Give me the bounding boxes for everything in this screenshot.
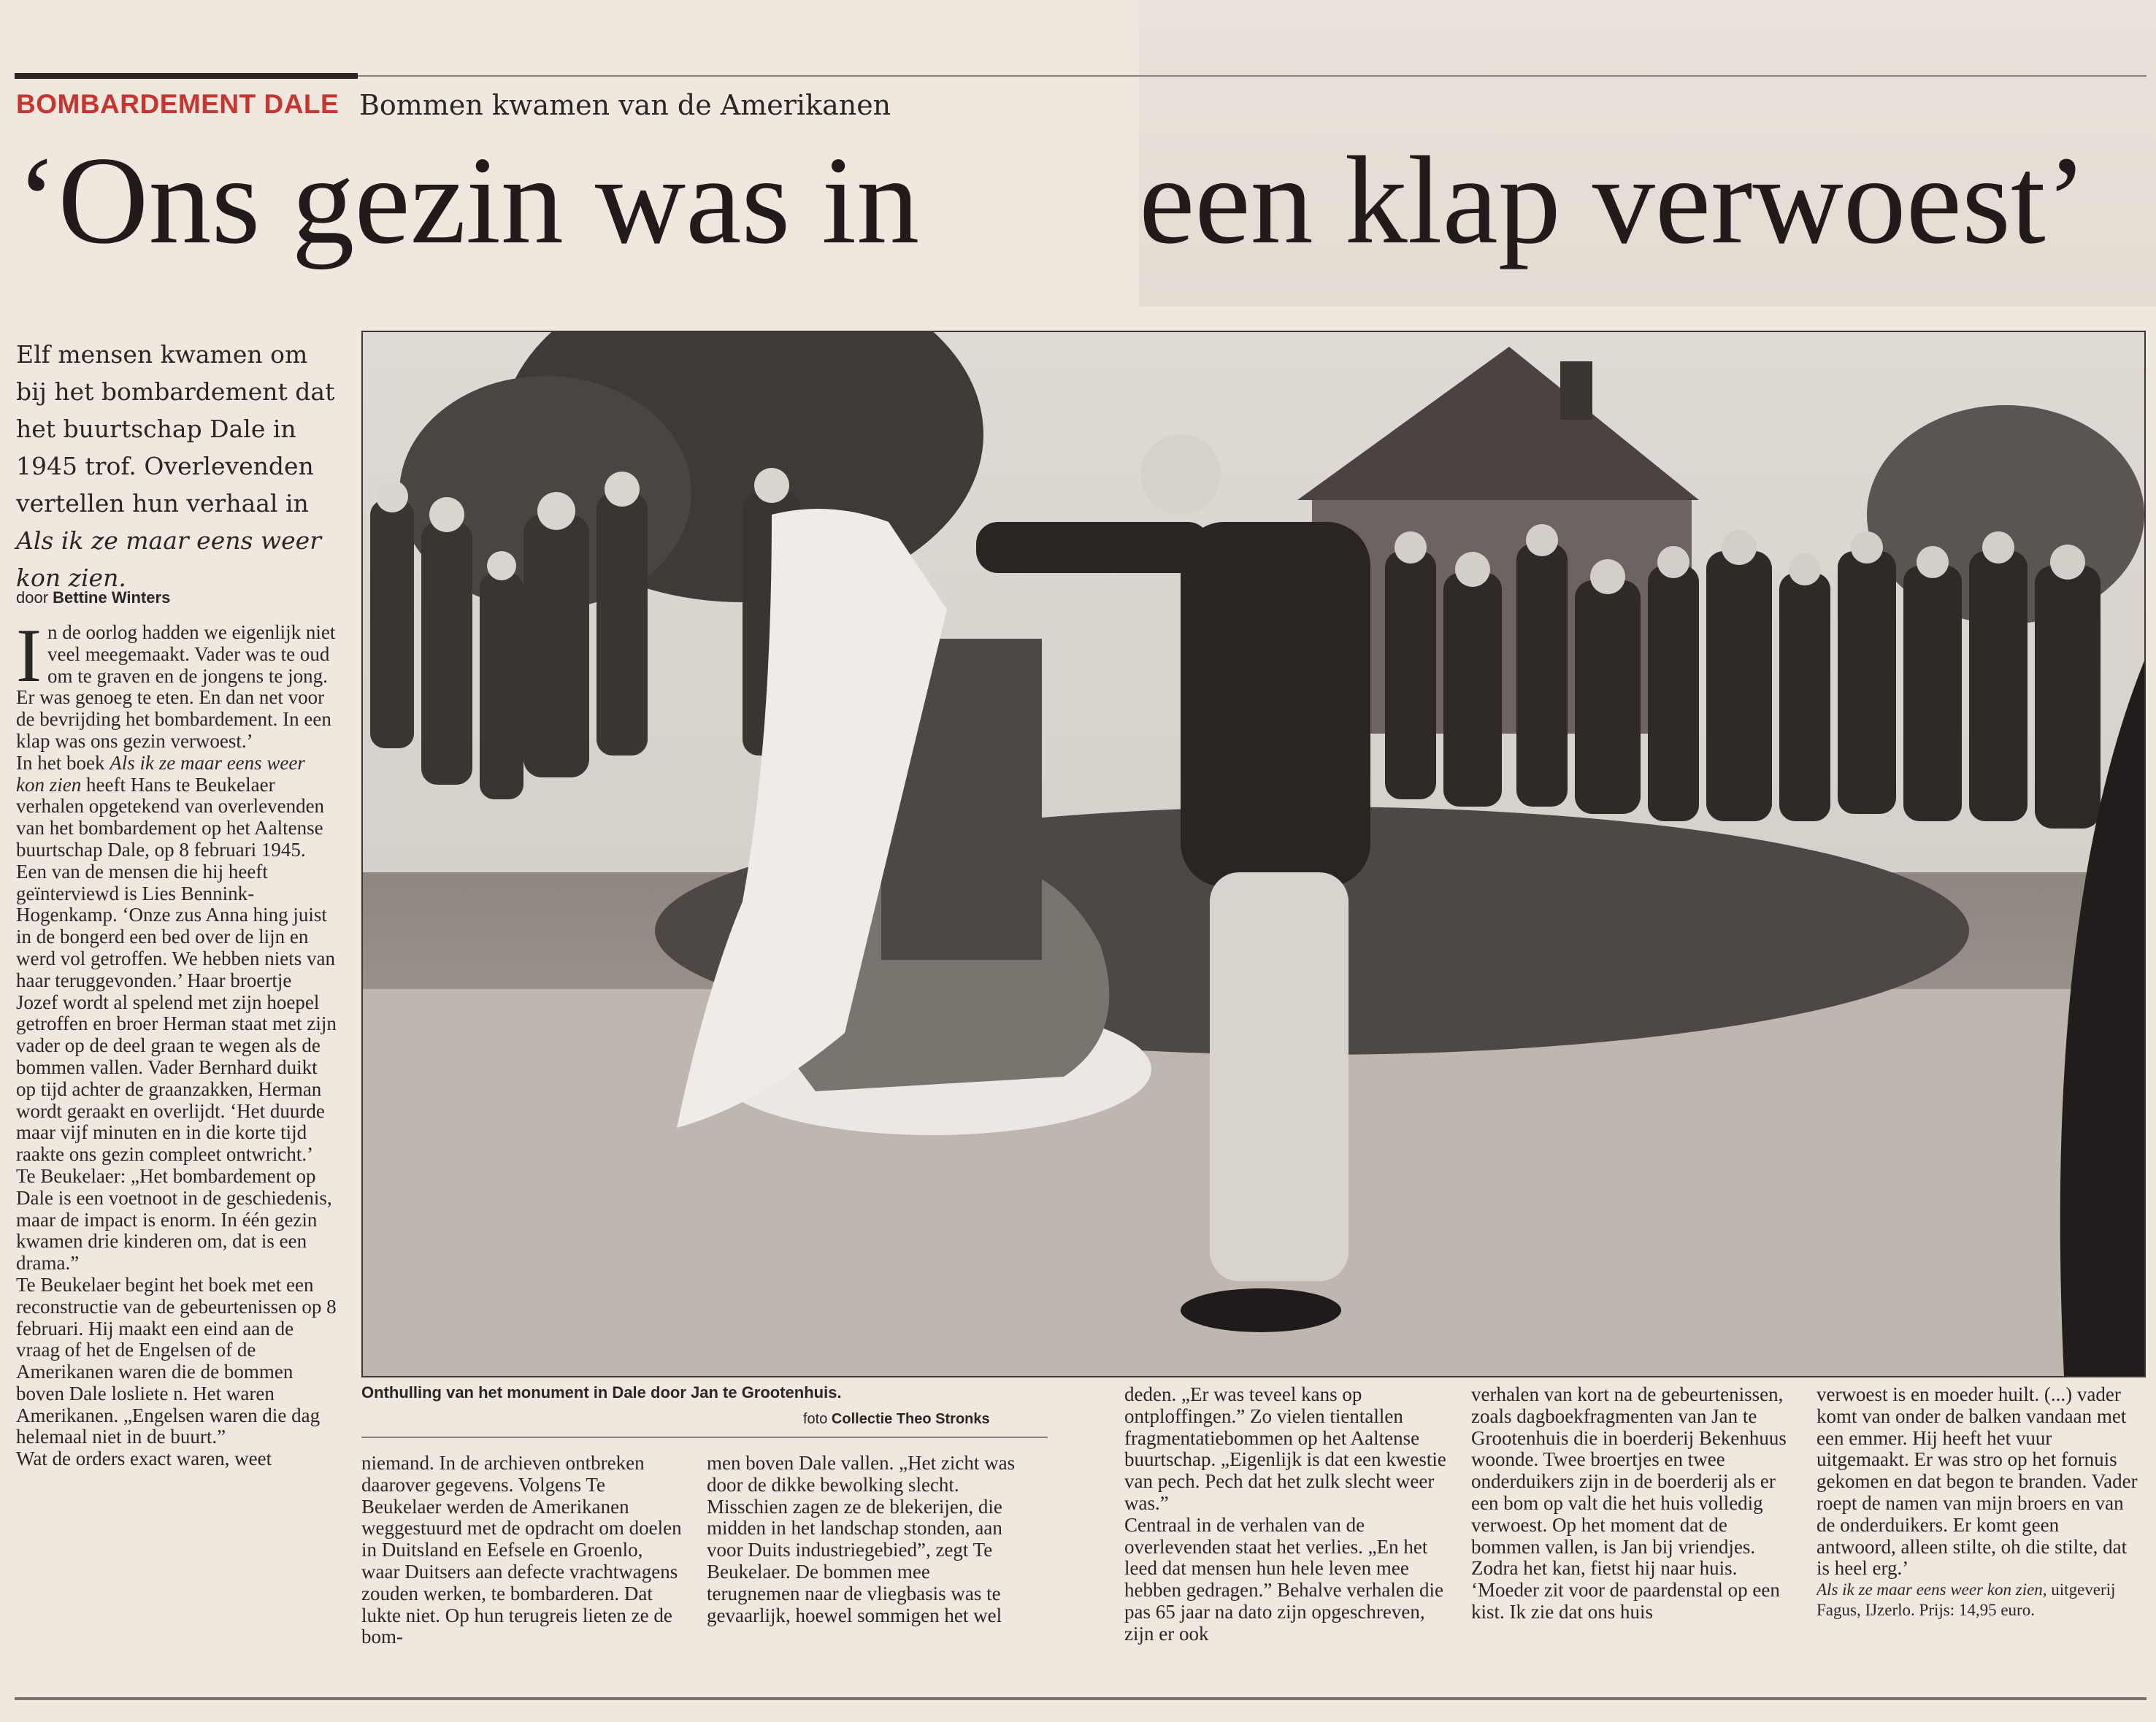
monument-photo xyxy=(361,331,2146,1377)
column-6-paragraph: verwoest is en moeder huilt. (...) vader komt van onder de balken vandaan met een emmer. Hij heeft het vuur uitgemaakt. Er was stro op het fornuis gekomen en dat begon te branden. Vader roept de namen van mijn broers en van de onderduikers. Er komt geen antwoord, alleen stilte, oh die stilte, dat is heel erg.’ xyxy=(1817,1384,2138,1580)
article-column-2: niemand. In de archieven ontbreken daarover gegevens. Volgens Te Beukelaer werden de Amerikanen weggestuurd met de opdracht om doelen in Duitsland en Eefsele en Groenlo, waar Duitsers aan defecte vrachtwagens zouden werken, te bombarderen. Dat lukte niet. Op hun terugreis lieten ze de bom- xyxy=(361,1453,682,1648)
column-1-paragraph-6: Wat de orders exact waren, weet xyxy=(16,1448,272,1470)
intro-book-title: Als ik ze maar eens weer kon zien. xyxy=(16,526,321,592)
caption-rule xyxy=(361,1437,1048,1438)
credit-name: Collectie Theo Stronks xyxy=(831,1411,990,1427)
top-rule xyxy=(15,73,358,79)
headline-part-1: ‘Ons gezin was in xyxy=(16,131,920,270)
headline-part-2: een klap verwoest’ xyxy=(1139,131,2087,270)
intro-text: Elf mensen kwamen om bij het bombardement dat het buurtschap Dale in 1945 trof. Overlevenden vertellen hun verhaal in xyxy=(16,340,335,518)
column-1-book-title: Als ik ze maar eens weer kon zien xyxy=(16,751,305,796)
column-1-p2-end: heeft Hans te Beukelaer verhalen opgetekend van overlevenden van het bombardement op het Aaltense buurtschap Dale, op 8 februari 1945. xyxy=(16,773,325,861)
column-1-opening xyxy=(16,622,337,753)
column-1-paragraph-3: Een van de mensen die hij heeft geïnterviewd is Lies Bennink-Hogenkamp. ‘Onze zus Anna hing juist in de bongerd een bed over de lijn en werd vol getroffen. We hebben niets van haar teruggevonden.’ Haar broertje Jozef wordt al spelend met zijn hoepel getroffen en broer Herman staat met zijn vader op de deel graan te wegen als de bommen vallen. Vader Bernhard duikt op tijd achter de graanzakken, Herman wordt geraakt en overlijdt. ‘Het duurde maar vijf minuten en in die korte tijd raakte ons gezin compleet ontwricht.’ xyxy=(16,860,337,1166)
byline xyxy=(16,588,170,607)
credit-prefix: foto xyxy=(803,1411,828,1427)
section-kicker: BOMBARDEMENT DALE xyxy=(16,89,339,119)
article-column-6 xyxy=(1817,1384,2141,1694)
bottom-rule xyxy=(15,1697,2147,1700)
column-1-paragraph-4: Te Beukelaer: „Het bombardement op Dale is een voetnoot in de geschiedenis, maar de impact is enorm. In één gezin kwamen drie kinderen om, dat is een drama.” xyxy=(16,1164,332,1275)
column-1-p2-start: In het boek xyxy=(16,751,110,774)
kicker-subtitle: Bommen kwamen van de Amerikanen xyxy=(359,89,891,121)
byline-prefix: door xyxy=(16,588,49,607)
column-1-paragraph-1: n de oorlog hadden we eigenlijk niet veel meegemaakt. Vader was te oud om te graven en de jongens te jong. Er was genoeg te eten. En dan net voor de bevrijding het bombardement. In een klap was ons gezin verwoest.’ xyxy=(16,622,336,752)
byline-author: Bettine Winters xyxy=(53,588,171,607)
article-column-1 xyxy=(16,622,337,1695)
photo-illustration xyxy=(363,332,2144,1376)
column-1-paragraph-5: Te Beukelaer begint het boek met een reconstructie van de gebeurtenissen op 8 februari. Hij maakt een eind aan de vraag of het de Engelsen of de Amerikanen waren die de bommen boven Dale losliete n. Het waren Amerikanen. „Engelsen waren die dag helemaal niet in de buurt.” xyxy=(16,1273,337,1448)
column-4-paragraph-2: Centraal in de verhalen van de overlevenden staat het verlies. „En het leed dat mensen hun hele leven mee hebben gedragen.” Behalve verhalen die pas 65 jaar na dato zijn opgeschreven, zijn er ook xyxy=(1124,1513,1444,1645)
photo-caption: Onthulling van het monument in Dale door Jan te Grootenhuis. xyxy=(361,1383,842,1402)
article-column-4 xyxy=(1124,1384,1449,1694)
book-info xyxy=(1817,1580,2141,1621)
drop-cap: I xyxy=(16,622,42,698)
column-4-paragraph-1: deden. „Er was teveel kans op ontploffingen.” Zo vielen tientallen fragmentatiebommen op het Aaltense buurtschap. „Eigenlijk is dat een kwestie van pech. Pech dat het zulk slecht weer was.” xyxy=(1124,1384,1446,1514)
column-1-paragraph-2 xyxy=(16,753,337,861)
top-thin-rule xyxy=(358,75,2147,77)
article-column-3: men boven Dale vallen. „Het zicht was door de dikke bewolking slecht. Misschien zagen ze de blekerijen, die midden in het landschap stonden, aan voor Duits industriegebied”, zegt Te Beukelaer. De bommen mee terugnemen naar de vliegbasis was te gevaarlijk, hoewel sommigen het wel xyxy=(707,1453,1016,1626)
book-info-title: Als ik ze maar eens weer kon zien xyxy=(1817,1580,2043,1599)
intro-paragraph xyxy=(16,336,345,596)
article-column-5: verhalen van kort na de gebeurtenissen, zoals dagboekfragmenten van Jan te Grootenhuis die in boerderij Bekenhuus woonde. Twee broertjes en twee onderduikers zijn in de boerderij als er een bom op valt die het huis volledig verwoest. Op het moment dat de bommen vallen, is Jan bij vriendjes. Zodra het kan, fietst hij naar huis. ‘Moeder zit voor de paardenstal op een kist. Ik zie dat ons huis xyxy=(1471,1384,1787,1623)
photo-credit xyxy=(803,1411,990,1428)
book-info-publisher: , uitgeverij Fagus, IJzerlo. Prijs: 14,95 euro. xyxy=(1817,1580,2116,1620)
